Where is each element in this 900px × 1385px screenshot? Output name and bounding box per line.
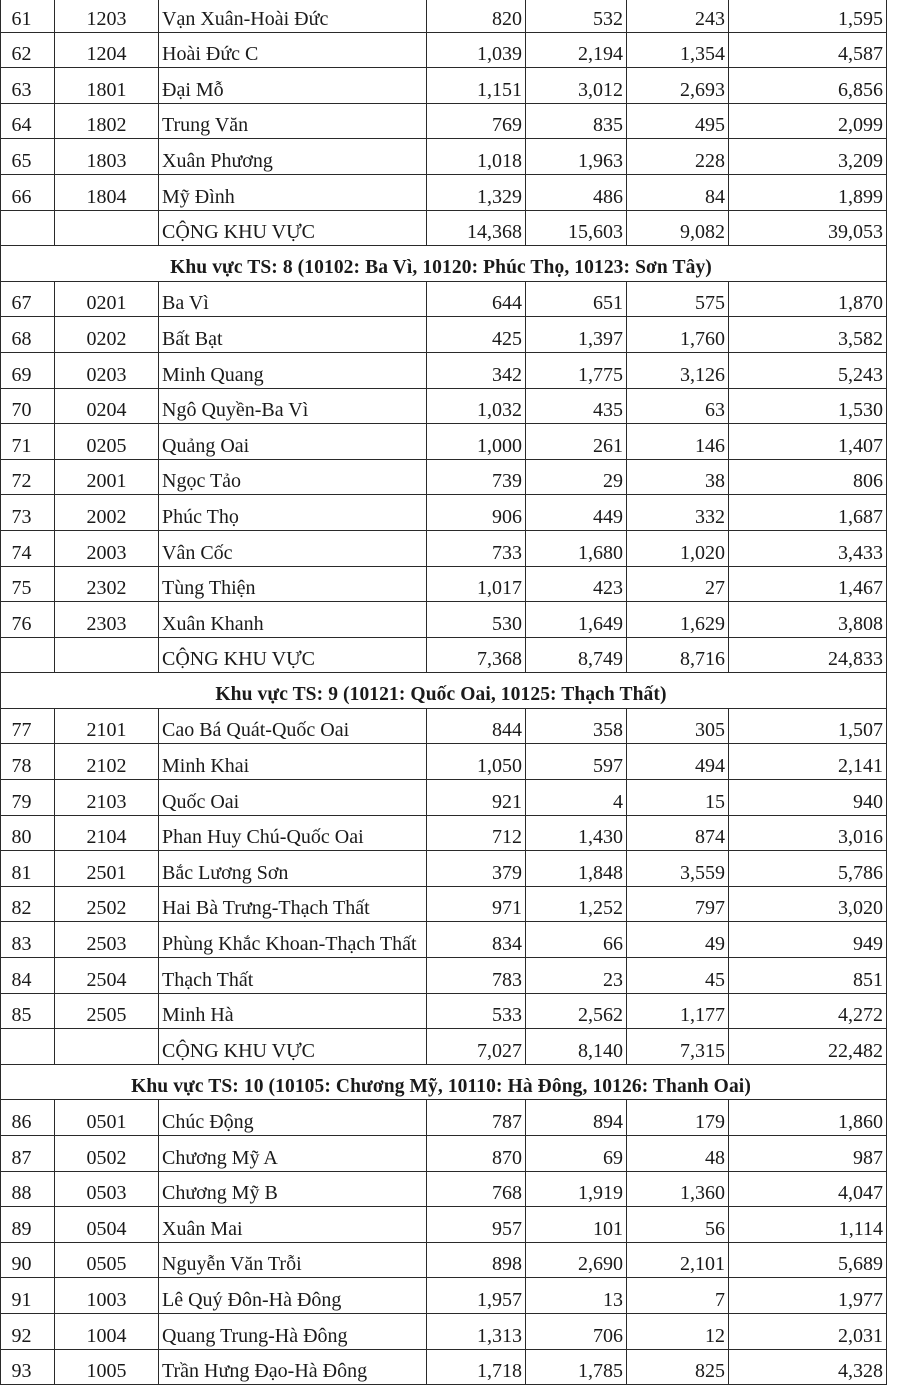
table-row bbox=[1, 708, 887, 744]
table-row bbox=[1, 1278, 887, 1314]
row-number: 93 bbox=[1, 1349, 55, 1385]
value-col-3: 874 bbox=[627, 815, 729, 851]
row-number: 61 bbox=[1, 0, 55, 32]
value-col-2: 29 bbox=[526, 459, 627, 495]
region-total-row bbox=[1, 210, 887, 246]
school-code: 2003 bbox=[55, 530, 159, 566]
value-col-3: 2,101 bbox=[627, 1242, 729, 1278]
value-total: 5,786 bbox=[729, 851, 887, 887]
value-col-3: 797 bbox=[627, 886, 729, 922]
value-col-3: 1,020 bbox=[627, 530, 729, 566]
sum-col-3: 9,082 bbox=[627, 210, 729, 246]
table-row bbox=[1, 459, 887, 495]
value-col-1: 783 bbox=[427, 958, 526, 994]
school-code: 1004 bbox=[55, 1313, 159, 1349]
table-row bbox=[1, 602, 887, 638]
school-name: Mỹ Đình bbox=[159, 174, 427, 210]
school-code: 2103 bbox=[55, 780, 159, 816]
empty-cell bbox=[1, 210, 55, 246]
table-row bbox=[1, 780, 887, 816]
school-code: 2504 bbox=[55, 958, 159, 994]
value-total: 987 bbox=[729, 1136, 887, 1172]
school-name: Chương Mỹ B bbox=[159, 1171, 427, 1207]
empty-cell bbox=[1, 637, 55, 673]
table-row bbox=[1, 0, 887, 32]
value-col-3: 1,629 bbox=[627, 602, 729, 638]
value-total: 1,977 bbox=[729, 1278, 887, 1314]
value-col-1: 533 bbox=[427, 993, 526, 1029]
value-col-2: 486 bbox=[526, 174, 627, 210]
value-col-2: 101 bbox=[526, 1207, 627, 1243]
value-col-2: 69 bbox=[526, 1136, 627, 1172]
value-col-1: 1,000 bbox=[427, 424, 526, 460]
value-total: 940 bbox=[729, 780, 887, 816]
value-total: 1,467 bbox=[729, 566, 887, 602]
empty-cell bbox=[1, 1029, 55, 1065]
row-number: 65 bbox=[1, 139, 55, 175]
value-col-1: 1,018 bbox=[427, 139, 526, 175]
value-col-3: 825 bbox=[627, 1349, 729, 1385]
table-row bbox=[1, 1349, 887, 1385]
sum-col-2: 15,603 bbox=[526, 210, 627, 246]
school-name: Ngô Quyền-Ba Vì bbox=[159, 388, 427, 424]
school-code: 0502 bbox=[55, 1136, 159, 1172]
value-total: 4,587 bbox=[729, 32, 887, 68]
value-col-1: 1,313 bbox=[427, 1313, 526, 1349]
value-total: 3,016 bbox=[729, 815, 887, 851]
school-code: 2501 bbox=[55, 851, 159, 887]
value-col-3: 56 bbox=[627, 1207, 729, 1243]
value-col-2: 435 bbox=[526, 388, 627, 424]
row-number: 87 bbox=[1, 1136, 55, 1172]
value-col-1: 1,718 bbox=[427, 1349, 526, 1385]
value-col-2: 1,649 bbox=[526, 602, 627, 638]
value-col-1: 898 bbox=[427, 1242, 526, 1278]
table-row bbox=[1, 958, 887, 994]
table-row bbox=[1, 1242, 887, 1278]
table-row bbox=[1, 495, 887, 531]
value-total: 806 bbox=[729, 459, 887, 495]
value-col-2: 66 bbox=[526, 922, 627, 958]
value-total: 2,141 bbox=[729, 744, 887, 780]
school-code: 0201 bbox=[55, 281, 159, 317]
school-name: Thạch Thất bbox=[159, 958, 427, 994]
value-col-3: 84 bbox=[627, 174, 729, 210]
row-number: 84 bbox=[1, 958, 55, 994]
value-total: 3,020 bbox=[729, 886, 887, 922]
value-col-2: 423 bbox=[526, 566, 627, 602]
table-row bbox=[1, 352, 887, 388]
value-col-3: 3,126 bbox=[627, 352, 729, 388]
value-total: 1,114 bbox=[729, 1207, 887, 1243]
value-col-2: 1,397 bbox=[526, 317, 627, 353]
row-number: 90 bbox=[1, 1242, 55, 1278]
school-name: Quảng Oai bbox=[159, 424, 427, 460]
region-header-row bbox=[1, 1064, 887, 1100]
value-col-1: 834 bbox=[427, 922, 526, 958]
school-code: 1204 bbox=[55, 32, 159, 68]
value-col-2: 358 bbox=[526, 708, 627, 744]
school-code: 1804 bbox=[55, 174, 159, 210]
value-col-1: 342 bbox=[427, 352, 526, 388]
total-label: CỘNG KHU VỰC bbox=[159, 210, 427, 246]
sum-total: 24,833 bbox=[729, 637, 887, 673]
value-col-1: 820 bbox=[427, 0, 526, 32]
row-number: 82 bbox=[1, 886, 55, 922]
value-col-2: 4 bbox=[526, 780, 627, 816]
school-code: 0501 bbox=[55, 1100, 159, 1136]
value-col-2: 13 bbox=[526, 1278, 627, 1314]
school-name: Chương Mỹ A bbox=[159, 1136, 427, 1172]
school-code: 2104 bbox=[55, 815, 159, 851]
value-col-2: 1,430 bbox=[526, 815, 627, 851]
school-code: 2302 bbox=[55, 566, 159, 602]
sum-total: 22,482 bbox=[729, 1029, 887, 1065]
value-total: 5,243 bbox=[729, 352, 887, 388]
value-col-2: 1,963 bbox=[526, 139, 627, 175]
region-header: Khu vực TS: 8 (10102: Ba Vì, 10120: Phúc Thọ, 10123: Sơn Tây) bbox=[1, 246, 887, 282]
school-code: 2001 bbox=[55, 459, 159, 495]
table-row bbox=[1, 744, 887, 780]
school-code: 0205 bbox=[55, 424, 159, 460]
row-number: 70 bbox=[1, 388, 55, 424]
table-row bbox=[1, 174, 887, 210]
school-code: 2505 bbox=[55, 993, 159, 1029]
value-col-1: 768 bbox=[427, 1171, 526, 1207]
row-number: 74 bbox=[1, 530, 55, 566]
value-col-3: 332 bbox=[627, 495, 729, 531]
row-number: 63 bbox=[1, 68, 55, 104]
school-name: Vạn Xuân-Hoài Đức bbox=[159, 0, 427, 32]
school-name: Vân Cốc bbox=[159, 530, 427, 566]
school-code: 2101 bbox=[55, 708, 159, 744]
row-number: 81 bbox=[1, 851, 55, 887]
sum-col-2: 8,140 bbox=[526, 1029, 627, 1065]
school-name: Minh Khai bbox=[159, 744, 427, 780]
value-col-3: 305 bbox=[627, 708, 729, 744]
school-code: 0202 bbox=[55, 317, 159, 353]
value-total: 949 bbox=[729, 922, 887, 958]
school-code: 0503 bbox=[55, 1171, 159, 1207]
total-label: CỘNG KHU VỰC bbox=[159, 1029, 427, 1065]
value-total: 5,689 bbox=[729, 1242, 887, 1278]
value-total: 1,899 bbox=[729, 174, 887, 210]
school-name: Trung Văn bbox=[159, 103, 427, 139]
table-row bbox=[1, 993, 887, 1029]
table-row bbox=[1, 424, 887, 460]
value-col-2: 1,848 bbox=[526, 851, 627, 887]
school-name: Minh Quang bbox=[159, 352, 427, 388]
value-col-3: 1,760 bbox=[627, 317, 729, 353]
value-col-3: 12 bbox=[627, 1313, 729, 1349]
value-col-2: 894 bbox=[526, 1100, 627, 1136]
table-row bbox=[1, 1136, 887, 1172]
value-col-1: 644 bbox=[427, 281, 526, 317]
value-total: 1,530 bbox=[729, 388, 887, 424]
school-name: Quang Trung-Hà Đông bbox=[159, 1313, 427, 1349]
school-name: Xuân Mai bbox=[159, 1207, 427, 1243]
school-name: Cao Bá Quát-Quốc Oai bbox=[159, 708, 427, 744]
value-col-3: 1,354 bbox=[627, 32, 729, 68]
value-col-3: 38 bbox=[627, 459, 729, 495]
value-col-1: 739 bbox=[427, 459, 526, 495]
value-col-2: 1,252 bbox=[526, 886, 627, 922]
school-code: 2503 bbox=[55, 922, 159, 958]
value-col-2: 23 bbox=[526, 958, 627, 994]
row-number: 92 bbox=[1, 1313, 55, 1349]
school-code: 2002 bbox=[55, 495, 159, 531]
school-code: 1003 bbox=[55, 1278, 159, 1314]
value-col-3: 45 bbox=[627, 958, 729, 994]
school-name: Phúc Thọ bbox=[159, 495, 427, 531]
region-header-row bbox=[1, 673, 887, 709]
value-col-2: 2,690 bbox=[526, 1242, 627, 1278]
table-row bbox=[1, 68, 887, 104]
value-col-2: 3,012 bbox=[526, 68, 627, 104]
value-col-1: 1,017 bbox=[427, 566, 526, 602]
row-number: 67 bbox=[1, 281, 55, 317]
value-total: 3,808 bbox=[729, 602, 887, 638]
empty-cell bbox=[55, 637, 159, 673]
value-col-2: 1,680 bbox=[526, 530, 627, 566]
value-total: 1,595 bbox=[729, 0, 887, 32]
region-total-row bbox=[1, 637, 887, 673]
region-header: Khu vực TS: 10 (10105: Chương Mỹ, 10110: Hà Đông, 10126: Thanh Oai) bbox=[1, 1064, 887, 1100]
value-col-2: 532 bbox=[526, 0, 627, 32]
value-col-1: 1,329 bbox=[427, 174, 526, 210]
region-header: Khu vực TS: 9 (10121: Quốc Oai, 10125: Thạch Thất) bbox=[1, 673, 887, 709]
table-row bbox=[1, 317, 887, 353]
table-row bbox=[1, 1171, 887, 1207]
school-code: 1005 bbox=[55, 1349, 159, 1385]
value-col-1: 1,039 bbox=[427, 32, 526, 68]
sum-total: 39,053 bbox=[729, 210, 887, 246]
school-name: Nguyễn Văn Trỗi bbox=[159, 1242, 427, 1278]
sum-col-2: 8,749 bbox=[526, 637, 627, 673]
value-col-1: 425 bbox=[427, 317, 526, 353]
table-row bbox=[1, 530, 887, 566]
sum-col-1: 7,368 bbox=[427, 637, 526, 673]
row-number: 89 bbox=[1, 1207, 55, 1243]
row-number: 83 bbox=[1, 922, 55, 958]
row-number: 68 bbox=[1, 317, 55, 353]
school-code: 2102 bbox=[55, 744, 159, 780]
row-number: 77 bbox=[1, 708, 55, 744]
school-code: 0505 bbox=[55, 1242, 159, 1278]
value-total: 4,047 bbox=[729, 1171, 887, 1207]
value-col-1: 1,032 bbox=[427, 388, 526, 424]
value-col-3: 146 bbox=[627, 424, 729, 460]
school-name: Hoài Đức C bbox=[159, 32, 427, 68]
value-total: 1,860 bbox=[729, 1100, 887, 1136]
value-col-1: 1,151 bbox=[427, 68, 526, 104]
value-col-2: 597 bbox=[526, 744, 627, 780]
school-code: 2303 bbox=[55, 602, 159, 638]
school-code: 2502 bbox=[55, 886, 159, 922]
row-number: 86 bbox=[1, 1100, 55, 1136]
value-col-3: 7 bbox=[627, 1278, 729, 1314]
school-name: Xuân Phương bbox=[159, 139, 427, 175]
value-total: 1,870 bbox=[729, 281, 887, 317]
value-col-1: 1,050 bbox=[427, 744, 526, 780]
table-row bbox=[1, 815, 887, 851]
value-col-3: 49 bbox=[627, 922, 729, 958]
table-row bbox=[1, 281, 887, 317]
value-col-3: 15 bbox=[627, 780, 729, 816]
school-name: Tùng Thiện bbox=[159, 566, 427, 602]
region-header-row bbox=[1, 246, 887, 282]
value-col-1: 1,957 bbox=[427, 1278, 526, 1314]
school-name: Ngọc Tảo bbox=[159, 459, 427, 495]
sum-col-3: 8,716 bbox=[627, 637, 729, 673]
value-col-1: 957 bbox=[427, 1207, 526, 1243]
row-number: 75 bbox=[1, 566, 55, 602]
region-total-row bbox=[1, 1029, 887, 1065]
table-row bbox=[1, 139, 887, 175]
value-col-1: 787 bbox=[427, 1100, 526, 1136]
row-number: 80 bbox=[1, 815, 55, 851]
table-row bbox=[1, 32, 887, 68]
value-col-2: 1,785 bbox=[526, 1349, 627, 1385]
value-col-3: 494 bbox=[627, 744, 729, 780]
school-code: 0204 bbox=[55, 388, 159, 424]
value-col-3: 1,177 bbox=[627, 993, 729, 1029]
school-name: Chúc Động bbox=[159, 1100, 427, 1136]
school-name: Bất Bạt bbox=[159, 317, 427, 353]
row-number: 78 bbox=[1, 744, 55, 780]
value-total: 851 bbox=[729, 958, 887, 994]
row-number: 64 bbox=[1, 103, 55, 139]
value-col-2: 651 bbox=[526, 281, 627, 317]
value-col-1: 733 bbox=[427, 530, 526, 566]
table-row bbox=[1, 1313, 887, 1349]
value-col-2: 261 bbox=[526, 424, 627, 460]
value-total: 3,433 bbox=[729, 530, 887, 566]
total-label: CỘNG KHU VỰC bbox=[159, 637, 427, 673]
table-row bbox=[1, 1100, 887, 1136]
school-name: Phan Huy Chú-Quốc Oai bbox=[159, 815, 427, 851]
value-total: 1,507 bbox=[729, 708, 887, 744]
school-name: Ba Vì bbox=[159, 281, 427, 317]
value-col-2: 706 bbox=[526, 1313, 627, 1349]
school-code: 0504 bbox=[55, 1207, 159, 1243]
value-col-3: 243 bbox=[627, 0, 729, 32]
value-col-2: 2,194 bbox=[526, 32, 627, 68]
value-col-1: 921 bbox=[427, 780, 526, 816]
school-code: 1203 bbox=[55, 0, 159, 32]
school-name: Đại Mỗ bbox=[159, 68, 427, 104]
table-row bbox=[1, 886, 887, 922]
value-col-3: 1,360 bbox=[627, 1171, 729, 1207]
school-code: 1803 bbox=[55, 139, 159, 175]
value-col-3: 48 bbox=[627, 1136, 729, 1172]
value-col-3: 179 bbox=[627, 1100, 729, 1136]
value-total: 1,687 bbox=[729, 495, 887, 531]
school-code: 0203 bbox=[55, 352, 159, 388]
value-total: 4,328 bbox=[729, 1349, 887, 1385]
value-col-3: 228 bbox=[627, 139, 729, 175]
value-col-1: 906 bbox=[427, 495, 526, 531]
school-name: Lê Quý Đôn-Hà Đông bbox=[159, 1278, 427, 1314]
value-total: 6,856 bbox=[729, 68, 887, 104]
school-name: Phùng Khắc Khoan-Thạch Thất bbox=[159, 922, 427, 958]
school-code: 1802 bbox=[55, 103, 159, 139]
row-number: 71 bbox=[1, 424, 55, 460]
value-col-3: 495 bbox=[627, 103, 729, 139]
table-row bbox=[1, 103, 887, 139]
value-col-2: 1,919 bbox=[526, 1171, 627, 1207]
value-col-1: 971 bbox=[427, 886, 526, 922]
value-col-3: 2,693 bbox=[627, 68, 729, 104]
empty-cell bbox=[55, 210, 159, 246]
school-name: Xuân Khanh bbox=[159, 602, 427, 638]
value-total: 1,407 bbox=[729, 424, 887, 460]
value-col-1: 769 bbox=[427, 103, 526, 139]
table-row bbox=[1, 851, 887, 887]
row-number: 85 bbox=[1, 993, 55, 1029]
value-col-1: 379 bbox=[427, 851, 526, 887]
table-body bbox=[1, 0, 887, 1385]
row-number: 73 bbox=[1, 495, 55, 531]
row-number: 88 bbox=[1, 1171, 55, 1207]
value-total: 2,099 bbox=[729, 103, 887, 139]
value-col-2: 1,775 bbox=[526, 352, 627, 388]
table-row bbox=[1, 1207, 887, 1243]
value-total: 3,582 bbox=[729, 317, 887, 353]
value-col-1: 844 bbox=[427, 708, 526, 744]
row-number: 72 bbox=[1, 459, 55, 495]
value-col-1: 870 bbox=[427, 1136, 526, 1172]
value-col-2: 2,562 bbox=[526, 993, 627, 1029]
row-number: 91 bbox=[1, 1278, 55, 1314]
value-total: 3,209 bbox=[729, 139, 887, 175]
table-row bbox=[1, 922, 887, 958]
value-col-1: 712 bbox=[427, 815, 526, 851]
school-name: Quốc Oai bbox=[159, 780, 427, 816]
school-name: Minh Hà bbox=[159, 993, 427, 1029]
value-col-3: 3,559 bbox=[627, 851, 729, 887]
row-number: 79 bbox=[1, 780, 55, 816]
empty-cell bbox=[55, 1029, 159, 1065]
row-number: 66 bbox=[1, 174, 55, 210]
value-col-3: 27 bbox=[627, 566, 729, 602]
school-name: Hai Bà Trưng-Thạch Thất bbox=[159, 886, 427, 922]
row-number: 76 bbox=[1, 602, 55, 638]
value-col-2: 449 bbox=[526, 495, 627, 531]
row-number: 69 bbox=[1, 352, 55, 388]
sum-col-1: 7,027 bbox=[427, 1029, 526, 1065]
school-code: 1801 bbox=[55, 68, 159, 104]
value-col-3: 575 bbox=[627, 281, 729, 317]
value-col-3: 63 bbox=[627, 388, 729, 424]
sum-col-1: 14,368 bbox=[427, 210, 526, 246]
value-total: 4,272 bbox=[729, 993, 887, 1029]
value-col-2: 835 bbox=[526, 103, 627, 139]
sum-col-3: 7,315 bbox=[627, 1029, 729, 1065]
school-name: Trần Hưng Đạo-Hà Đông bbox=[159, 1349, 427, 1385]
value-col-1: 530 bbox=[427, 602, 526, 638]
row-number: 62 bbox=[1, 32, 55, 68]
table-row bbox=[1, 566, 887, 602]
value-total: 2,031 bbox=[729, 1313, 887, 1349]
school-name: Bắc Lương Sơn bbox=[159, 851, 427, 887]
table-row bbox=[1, 388, 887, 424]
